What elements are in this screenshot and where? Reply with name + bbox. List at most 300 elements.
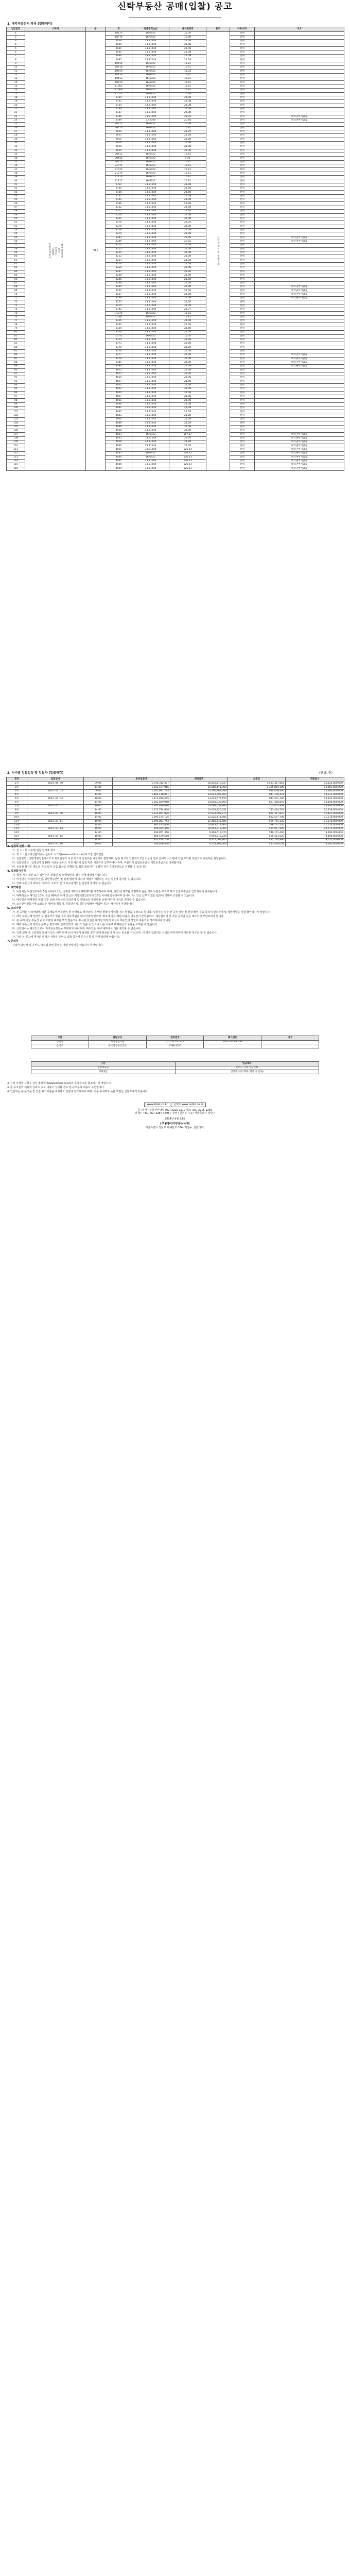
remark-cell [255, 202, 344, 206]
land-share-area: 21.08 [169, 104, 206, 107]
row-number: 88 [7, 361, 25, 364]
bid-time-cell: 14:00 [84, 808, 113, 812]
row-number: 13 [7, 77, 25, 81]
structure-cell: 전세 [230, 262, 255, 266]
unit-number: 10419 [106, 70, 132, 73]
closing-note: ※ 본 공고문의 내용과 온비드 공고 내용이 상이할 경우 본 공고문의 내용이 우선합니다. [7, 1086, 105, 1089]
row-number: 92 [7, 376, 25, 380]
structure-cell: 전세 [230, 43, 255, 47]
exclusive-area: 33.21044 [132, 376, 169, 380]
column-header [84, 777, 113, 782]
exclusive-area: 33.21044 [132, 198, 169, 202]
round-cell: 13차 [7, 827, 27, 831]
exclusive-area: 33.21044 [132, 270, 169, 274]
unit-number: 31076 [106, 312, 132, 315]
bid-time-cell: 10:00 [84, 842, 113, 846]
notice-item: 다. 매수인은 매매계약 체결 이후 당해 부동산의 권리관계 및 행정상의 제한사항 등에 대하여 이의를 제기할 수 없습니다. [12, 899, 147, 902]
exclusive-area: 33.21044 [132, 47, 169, 50]
exclusive-area: 33.21044 [132, 232, 169, 236]
amount-cell: 12,919,000,000 [286, 808, 344, 812]
exclusive-area: 16.6922 [132, 157, 169, 160]
row-number: 57 [7, 244, 25, 247]
table-row [7, 32, 344, 36]
exclusive-area: 33.21044 [132, 187, 169, 191]
row-number: 42 [7, 187, 25, 191]
unit-number: 1035 [106, 50, 132, 54]
row-number: 50 [7, 217, 25, 221]
exclusive-area: 33.21044 [132, 194, 169, 198]
exclusive-area: 16.6922 [132, 452, 169, 455]
unit-number: 2231 [106, 217, 132, 221]
structure-cell: 전세 [230, 89, 255, 92]
sale-price-cell: 14,058,838,890 [170, 801, 228, 804]
min-bid-price-cell: 1,483,118,061 [113, 793, 170, 797]
exclusive-area: 16.6922 [132, 70, 169, 73]
structure-cell: 전세 [230, 160, 255, 164]
row-number: 33 [7, 153, 25, 157]
unit-number: 31072 [106, 334, 132, 338]
land-share-area: 21.08 [169, 281, 206, 285]
structure-cell: 전세 [230, 240, 255, 243]
structure-cell: 전세 [230, 217, 255, 221]
structure-cell: 전세 [230, 391, 255, 395]
exclusive-area: 33.21044 [132, 463, 169, 467]
unit-number: 4011 [106, 399, 132, 402]
structure-cell: 전세 [230, 387, 255, 391]
row-number: 17 [7, 92, 25, 96]
unit-number: 21074 [106, 172, 132, 175]
land-share-area: 21.08 [169, 100, 206, 104]
table-row [7, 820, 344, 823]
exclusive-area: 33.21044 [132, 372, 169, 376]
table-row [7, 835, 344, 838]
remark-cell: 대리권부기없음 [255, 118, 344, 122]
unit-number: 2121 [106, 183, 132, 187]
exclusive-area: 16.6922 [132, 433, 169, 436]
exclusive-area: 33.21044 [132, 262, 169, 266]
table-row [7, 797, 344, 801]
row-number: 51 [7, 221, 25, 225]
land-share-area: 21.08 [169, 266, 206, 270]
min-bid-price-cell: 793,838,466 [113, 842, 170, 846]
table-cell: 온비드 지정 가상계좌 [175, 1066, 319, 1070]
structure-cell: 전세 [230, 168, 255, 172]
table-cell: 입찰보증금 [31, 1066, 176, 1070]
sale-price-cell: 13,059,825,551 [170, 808, 228, 812]
structure-cell: 전세 [230, 308, 255, 312]
land-share-area: 21.08 [169, 418, 206, 421]
row-number: 4 [7, 43, 25, 47]
row-number: 112 [7, 452, 25, 455]
exclusive-area: 16.6922 [132, 92, 169, 96]
remark-cell [255, 217, 344, 221]
notice-item: 가. 본 공매는 신탁계약에 의한 공매로서 부동산의 현 상태대로 매각하며, 공부와 현황이 상이할 경우 현황을 우선으로 합니다. 입찰자는 입찰 전 공부 열람 및 현장 확인 등을 통하여 권리관계 및 제반사항을 직접 확인하시기 바랍니다. [12, 911, 271, 914]
remark-cell [255, 281, 344, 285]
row-number: 35 [7, 160, 25, 164]
land-share-area: 21.08 [169, 107, 206, 111]
exclusive-area: 16.6922 [132, 179, 169, 183]
remark-cell [255, 141, 344, 145]
remark-cell [255, 232, 344, 236]
remark-cell [255, 399, 344, 402]
land-share-area: 21.08 [169, 285, 206, 289]
remark-cell [255, 187, 344, 191]
exclusive-area: 33.21044 [132, 402, 169, 406]
land-share-area: 15.81 [169, 126, 206, 130]
sale-price-cell: 12,025,471,985 [170, 816, 228, 820]
structure-cell: 전세 [230, 70, 255, 73]
row-number: 24 [7, 118, 25, 122]
land-share-area: 21.08 [169, 244, 206, 247]
remark-cell [255, 225, 344, 228]
deposit-cell: 473,579,038 [228, 842, 286, 846]
min-bid-price-cell: 934,851,366 [113, 831, 170, 835]
structure-cell: 전세 [230, 293, 255, 296]
round-cell: 5차 [7, 797, 27, 801]
row-number: 27 [7, 130, 25, 133]
structure-cell: 전세 [230, 232, 255, 236]
unit-number: 10419 [106, 81, 132, 84]
unit-number: 20213 [106, 126, 132, 130]
row-number: 83 [7, 342, 25, 346]
exclusive-area: 33.21044 [132, 183, 169, 187]
amount-cell: 9,990,000,000 [286, 831, 344, 835]
footer [0, 1103, 350, 1130]
land-share-area: 21.08 [169, 331, 206, 334]
column-header: 회차 [7, 777, 27, 782]
sale-price-cell: 10,843,977,900 [170, 823, 228, 827]
row-number: 61 [7, 259, 25, 262]
unit-number: 10416 [106, 62, 132, 65]
homepage-link[interactable]: www.kbret.co.kr [144, 1103, 170, 1107]
structure-cell: 전세 [230, 251, 255, 255]
unit-number: 11062 [106, 84, 132, 88]
bid-date-cell: 2014. 07. 07 [27, 805, 84, 808]
unit-number: 4038 [106, 421, 132, 425]
structure-cell: 전세 [230, 228, 255, 232]
table-row [7, 782, 344, 786]
unit-number: 2016 [106, 141, 132, 145]
exclusive-area: 33.21044 [132, 149, 169, 152]
remark-cell: 대리권부기없음 [255, 452, 344, 455]
unit-number: 1130 [106, 96, 132, 99]
bid-time-cell: 09:00 [84, 782, 113, 786]
row-number: 55 [7, 236, 25, 240]
company-address: 서울특별시 강남구 테헤란로 124 (역삼동, 삼원타워) [145, 1126, 205, 1129]
round-cell: 15차 [7, 835, 27, 838]
unit-number: 4046 [106, 418, 132, 421]
unit-number: 1036 [106, 55, 132, 58]
structure-cell: 전세 [230, 357, 255, 361]
exclusive-area: 33.21044 [132, 39, 169, 43]
round-cell: 3차 [7, 789, 27, 793]
row-number: 86 [7, 353, 25, 357]
remark-cell [255, 213, 344, 217]
amount-cell: 15,125,000,000 [286, 782, 344, 786]
bid-time-cell: 14:00 [84, 823, 113, 827]
remark-cell [255, 194, 344, 198]
table-cell: 매매대금 [31, 1070, 176, 1074]
exclusive-area: 33.21044 [132, 130, 169, 133]
row-number: 69 [7, 289, 25, 293]
round-cell: 9차 [7, 812, 27, 816]
land-share-area: 21.08 [169, 213, 206, 217]
remark-cell [255, 300, 344, 304]
remark-cell: 대리권부기없음 [255, 444, 344, 448]
amount-cell: 9,496,000,000 [286, 835, 344, 838]
unit-number: 3112 [106, 247, 132, 251]
row-number: 48 [7, 210, 25, 213]
deposit-cell: 733,463,707 [228, 808, 286, 812]
exclusive-area: 16.6922 [132, 315, 169, 319]
remark-cell [255, 259, 344, 262]
closing-notes [7, 1082, 342, 1094]
column-header: 담당부서 [89, 1036, 146, 1041]
row-number: 91 [7, 372, 25, 376]
amount-cell: 12,447,000,000 [286, 812, 344, 816]
round-cell: 14차 [7, 831, 27, 835]
sale-price-cell: 14,921,002,900 [170, 793, 228, 797]
unit-number: 4024 [106, 391, 132, 395]
unit-number: 2137 [106, 194, 132, 198]
exclusive-area: 33.21044 [132, 467, 169, 470]
land-share-area: 21.08 [169, 43, 206, 47]
row-number: 81 [7, 334, 25, 338]
row-number: 78 [7, 323, 25, 327]
row-number: 98 [7, 399, 25, 402]
land-share-area: 15.81 [169, 172, 206, 175]
remark-cell: 대리권부기없음 [255, 463, 344, 467]
row-number: 80 [7, 331, 25, 334]
remark-cell [255, 372, 344, 376]
exclusive-area: 33.21044 [132, 247, 169, 251]
row-number: 107 [7, 433, 25, 436]
structure-cell: 전세 [230, 368, 255, 372]
remark-cell [255, 62, 344, 65]
land-share-area: 15.81 [169, 89, 206, 92]
structure-cell: 전세 [230, 213, 255, 217]
row-number: 76 [7, 315, 25, 319]
exclusive-area: 33.21044 [132, 297, 169, 300]
land-share-area: 126.23 [169, 467, 206, 470]
column-header: 대지권면적 [169, 27, 206, 32]
remark-cell [255, 380, 344, 383]
unit-number: 2130 [106, 187, 132, 191]
unit-number: 21117 [106, 179, 132, 183]
exclusive-area: 16.6922 [132, 77, 169, 81]
row-number: 9 [7, 62, 25, 65]
structure-cell: 전세 [230, 433, 255, 436]
structure-cell: 전세 [230, 334, 255, 338]
remark-cell [255, 183, 344, 187]
onbid-link[interactable]: 온비드 www.onbid.co.kr [171, 1103, 205, 1107]
row-number: 46 [7, 202, 25, 206]
land-share-area: 21.08 [169, 300, 206, 304]
unit-number: 4034 [106, 455, 132, 459]
notice-heading: 5. 계약체결 [7, 886, 21, 889]
remark-cell [255, 383, 344, 387]
structure-cell: 전세 [230, 191, 255, 194]
row-number: 114 [7, 459, 25, 463]
exclusive-area: 33.21044 [132, 353, 169, 357]
structure-cell: 전세 [230, 107, 255, 111]
remark-cell [255, 251, 344, 255]
remark-cell [255, 206, 344, 209]
unit-number: 10414 [106, 73, 132, 77]
exclusive-area: 33.21044 [132, 145, 169, 149]
land-share-area: 21.08 [169, 429, 206, 433]
unit-number: 4012 [106, 368, 132, 372]
sale-price-cell: 9,990,575,226 [170, 835, 228, 838]
exclusive-area: 33.21044 [132, 342, 169, 346]
notice-item: 라. 소유권이전등기에 소요되는 제비용(취득세, 등록면허세, 국민주택채권 매입비 등)은 매수인이 부담합니다. [12, 903, 135, 906]
row-number: 18 [7, 96, 25, 99]
row-number: 3 [7, 39, 25, 43]
sale-price-cell: 8,733,702,266 [170, 842, 228, 846]
table-row [31, 1041, 319, 1044]
row-number: 63 [7, 266, 25, 270]
exclusive-area: 33.21044 [132, 331, 169, 334]
row-number: 87 [7, 357, 25, 361]
row-number: 72 [7, 300, 25, 304]
row-number: 85 [7, 349, 25, 353]
bid-time-cell: 14:00 [84, 801, 113, 804]
amount-cell: 8,685,000,000 [286, 842, 344, 846]
column-header: 소재지 [25, 27, 86, 32]
land-share-area: 21.08 [169, 293, 206, 296]
min-bid-price-cell: 1,362,829,948 [113, 801, 170, 804]
land-share-area: 21.08 [169, 270, 206, 274]
notice-item: 마. 신탁회사는 매도인으로서 하자담보책임을 부담하지 아니하며, 매수인은 이에 대하여 이의를 제기할 수 없습니다. [12, 927, 142, 930]
structure-cell: 전세 [230, 338, 255, 342]
structure-cell: 전세 [230, 376, 255, 380]
exclusive-area: 33.21044 [132, 459, 169, 463]
exclusive-area: 33.21044 [132, 274, 169, 278]
bid-time-cell: 14:00 [84, 793, 113, 797]
structure-cell: 전세 [230, 323, 255, 327]
row-number: 34 [7, 157, 25, 160]
unit-number: 2219 [106, 213, 132, 217]
land-share-area: 21.08 [169, 327, 206, 330]
deposit-cell: 584,957,906 [228, 827, 286, 831]
structure-cell: 전세 [230, 459, 255, 463]
table-cell: (02) 3215-1259 [204, 1041, 261, 1044]
unit-number: 2286 [106, 240, 132, 243]
tel-line: 전 화 : TEL: (02) 3287-4795 / 경영지원본부 주소: 서울특별시 강남구 [134, 1112, 216, 1115]
structure-cell: 전세 [230, 274, 255, 278]
account-table [31, 1061, 319, 1074]
bid-date-cell [27, 823, 84, 827]
remark-cell [255, 262, 344, 266]
land-share-area: 21.08 [169, 444, 206, 448]
structure-cell: 전세 [230, 380, 255, 383]
row-number: 109 [7, 440, 25, 444]
structure-cell: 전세 [230, 342, 255, 346]
remark-cell [255, 100, 344, 104]
structure-cell: 전세 [230, 157, 255, 160]
row-number: 94 [7, 383, 25, 387]
remark-cell: 대리권부기없음 [255, 467, 344, 470]
page-title: 신탁부동산 공매(입찰) 공고 [117, 2, 233, 12]
exclusive-area: 33.21044 [132, 406, 169, 410]
row-number: 67 [7, 281, 25, 285]
structure-cell: 전세 [230, 402, 255, 406]
structure-cell: 전세 [230, 36, 255, 39]
structure-cell: 전세 [230, 452, 255, 455]
remark-cell [255, 43, 344, 47]
row-number: 115 [7, 463, 25, 467]
column-header: 동 [86, 27, 106, 32]
table-cell: (02) 3215-1219 [146, 1041, 204, 1044]
land-share-area: 21.08 [169, 262, 206, 266]
unit-number: 4028 [106, 440, 132, 444]
land-share-area: 21.08 [169, 58, 206, 62]
remark-cell [255, 349, 344, 353]
land-share-area: 21.08 [169, 149, 206, 152]
land-share-area: 21.08 [169, 274, 206, 278]
exclusive-area: 16.6922 [132, 62, 169, 65]
remark-cell [255, 210, 344, 213]
land-share-area: 21.08 [169, 217, 206, 221]
min-bid-price-cell: 1,093,574,165 [113, 816, 170, 820]
structure-cell: 전세 [230, 187, 255, 191]
table-row [7, 816, 344, 820]
remark-cell [255, 391, 344, 395]
unit-number: 11069 [106, 89, 132, 92]
notice-item: 나. 미성년자, 피성년후견인, 피한정후견인 및 관계 법령에 의하여 매입이 제한되는 자는 입찰에 참가할 수 없습니다. [12, 878, 142, 881]
structure-cell: 전세 [230, 73, 255, 77]
land-share-area: 15.81 [169, 164, 206, 168]
row-number: 58 [7, 247, 25, 251]
exclusive-area: 33.21044 [132, 251, 169, 255]
table-row [31, 1066, 319, 1070]
remark-cell [255, 247, 344, 251]
unit-number: 4041 [106, 406, 132, 410]
structure-cell: 전세 [230, 134, 255, 138]
structure-cell: 전세 [230, 304, 255, 308]
row-number: 65 [7, 274, 25, 278]
bid-date-cell [27, 831, 84, 835]
remark-cell [255, 70, 344, 73]
exclusive-area: 33.21044 [132, 319, 169, 323]
land-share-area: 15.48 [169, 123, 206, 126]
row-number: 99 [7, 402, 25, 406]
remark-cell [255, 221, 344, 225]
row-number: 90 [7, 368, 25, 372]
round-cell: 7차 [7, 805, 27, 808]
unit-number: 4030 [106, 444, 132, 448]
row-number: 105 [7, 425, 25, 429]
bid-time-cell: 10:00 [84, 820, 113, 823]
remark-cell [255, 107, 344, 111]
notice-item: 마. 유찰된 물건은 별도의 공고 없이 다음 회차로 진행되며, 최종 회차까지 유찰된 경우 수의계약으로 진행할 수 있습니다. [12, 866, 148, 869]
sale-price-cell: 12,623,598,270 [170, 812, 228, 816]
land-share-area: 21.08 [169, 372, 206, 376]
land-share-area: 126.23 [169, 463, 206, 467]
land-share-area: 21.08 [169, 289, 206, 293]
land-share-area: 21.08 [169, 134, 206, 138]
deposit-cell: 540,151,400 [228, 831, 286, 835]
remark-cell [255, 406, 344, 410]
land-share-area: 21.08 [169, 353, 206, 357]
exclusive-area: 16.6922 [132, 172, 169, 175]
bid-time-cell: 10:00 [84, 805, 113, 808]
remark-cell [255, 172, 344, 175]
remark-cell [255, 32, 344, 36]
remark-cell [255, 153, 344, 157]
remark-cell [255, 104, 344, 107]
remark-cell [255, 50, 344, 54]
